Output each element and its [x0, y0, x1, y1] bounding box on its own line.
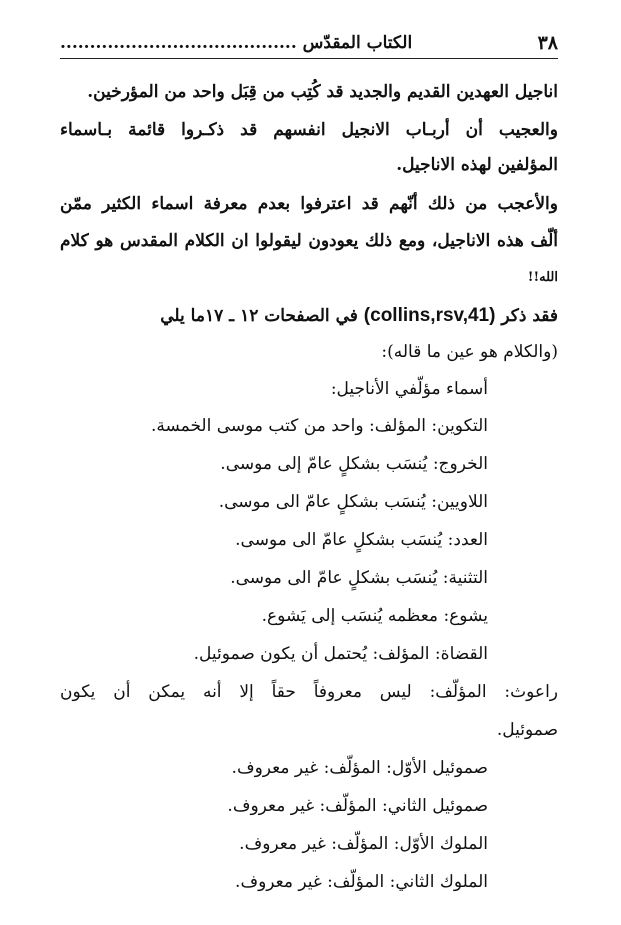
list-item: التثنية: يُنسَب بشكلٍ عامّ الى موسى. — [230, 568, 488, 588]
list-item: صموئيل الثاني: المؤلّف: غير معروف. — [227, 796, 488, 816]
book-page — [60, 0, 558, 925]
list-item: التكوين: المؤلف: واحد من كتب موسى الخمسة. — [150, 416, 488, 436]
list-item: العدد: يُنسَب بشكلٍ عامّ الى موسى. — [235, 530, 488, 550]
citation-reference: (collins,rsv,41) — [363, 305, 496, 326]
list-item: صموئيل الأوّل: المؤلّف: غير معروف. — [231, 758, 488, 778]
list-item: راعوث: المؤلّف: ليس معروفاً حقاً إلا أنه يمكن أن يكون — [60, 682, 558, 702]
paragraph-line: (والكلام هو عين ما قاله): — [381, 342, 558, 362]
paragraph-line: المؤلفين لهذه الاناجيل. — [396, 155, 558, 175]
paragraph-line: والعجيب أن أربـاب الانجيل انفسهم قد ذكـروا قائمة بـاسماء — [60, 120, 558, 140]
paragraph-line: الله!! — [527, 270, 558, 285]
citation-intro: فقد ذكر — [501, 306, 558, 326]
list-item: اللاويين: يُنسَب بشكلٍ عامّ الى موسى. — [218, 492, 488, 512]
paragraph-line-citation — [160, 304, 558, 328]
page-header — [60, 28, 558, 59]
list-item-continuation: صموئيل. — [496, 720, 558, 740]
paragraph-line: ألّف هذه الاناجيل، ومع ذلك يعودون ليقولوا ان الكلام المقدس هو كلام — [60, 231, 558, 251]
paragraph-line: اناجيل العهدين القديم والجديد قد كُتِب من قِبَل واحد من المؤرخين. — [87, 82, 558, 102]
citation-pages: في الصفحات ١٢ ـ ١٧ما يلي — [160, 306, 358, 326]
list-item: يشوع: معظمه يُنسَب إلى يَشوع. — [261, 606, 488, 626]
list-item: القضاة: المؤلف: يُحتمل أن يكون صموئيل. — [193, 644, 488, 664]
running-title: الكتاب المقدّس ........................................ — [60, 33, 413, 53]
list-item: الخروج: يُنسَب بشكلٍ عامّ إلى موسى. — [220, 454, 488, 474]
list-item: الملوك الأوّل: المؤلّف: غير معروف. — [239, 834, 488, 854]
list-item: الملوك الثاني: المؤلّف: غير معروف. — [235, 872, 488, 892]
list-heading: أسماء مؤلّفي الأناجيل: — [330, 379, 488, 399]
page-number: ٣٨ — [537, 32, 558, 54]
paragraph-line: والأعجب من ذلك أنّهم قد اعترفوا بعدم معرفة اسماء الكثير ممّن — [60, 194, 558, 214]
